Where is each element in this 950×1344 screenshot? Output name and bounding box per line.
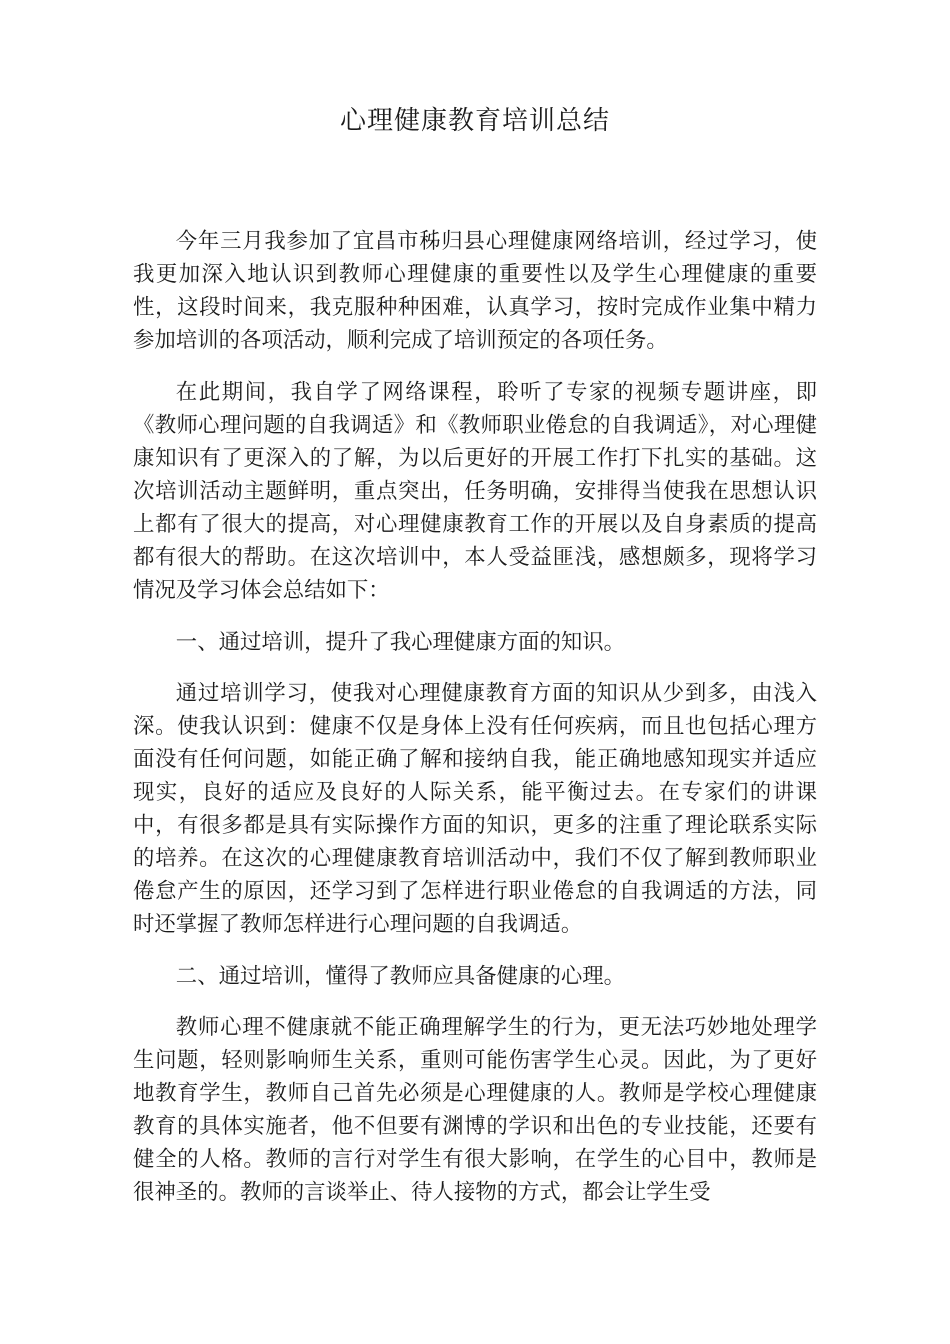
document-title: 心理健康教育培训总结 <box>339 106 610 136</box>
section-heading-2: 二、通过培训，懂得了教师应具备健康的心理。 <box>175 964 626 989</box>
document-body <box>133 225 817 1228</box>
paragraph-intro: 今年三月我参加了宜昌市秭归县心理健康网络培训，经过学习，使我更加深入地认识到教师心理健康的重要性以及学生心理健康的重要性，这段时间来，我克服种种困难，认真学习，按时完成作业集中精力参加培训的各项活动，顺利完成了培训预定的各项任务。 <box>133 229 817 353</box>
paragraph-study-period: 在此期间，我自学了网络课程，聆听了专家的视频专题讲座，即《教师心理问题的自我调适》和《教师职业倦怠的自我调适》，对心理健康知识有了更深入的了解，为以后更好的开展工作打下扎实的基础。这次培训活动主题鲜明，重点突出，任务明确，安排得当使我在思想认识上都有了很大的提高，对心理健康教育工作的开展以及自身素质的提高都有很大的帮助。在这次培训中，本人受益匪浅，感想颇多，现将学习情况及学习体会总结如下： <box>133 380 817 603</box>
section-heading-1: 一、通过培训，提升了我心理健康方面的知识。 <box>175 630 626 655</box>
paragraph-section-2: 教师心理不健康就不能正确理解学生的行为，更无法巧妙地处理学生问题，轻则影响师生关系，重则可能伤害学生心灵。因此，为了更好地教育学生，教师自己首先必须是心理健康的人。教师是学校心理健康教育的具体实施者，他不但要有渊博的学识和出色的专业技能，还要有健全的人格。教师的言行对学生有很大影响，在学生的心目中，教师是很神圣的。教师的言谈举止、待人接物的方式，都会让学生受 <box>133 1015 817 1205</box>
paragraph-section-1: 通过培训学习，使我对心理健康教育方面的知识从少到多，由浅入深。使我认识到：健康不仅是身体上没有任何疾病，而且也包括心理方面没有任何问题，如能正确了解和接纳自我，能正确地感知现实并适应现实，良好的适应及良好的人际关系，能平衡过去。在专家们的讲课中，有很多都是具有实际操作方面的知识，更多的注重了理论联系实际的培养。在这次的心理健康教育培训活动中，我们不仅了解到教师职业倦怠产生的原因，还学习到了怎样进行职业倦怠的自我调适的方法，同时还掌握了教师怎样进行心理问题的自我调适。 <box>133 681 817 937</box>
